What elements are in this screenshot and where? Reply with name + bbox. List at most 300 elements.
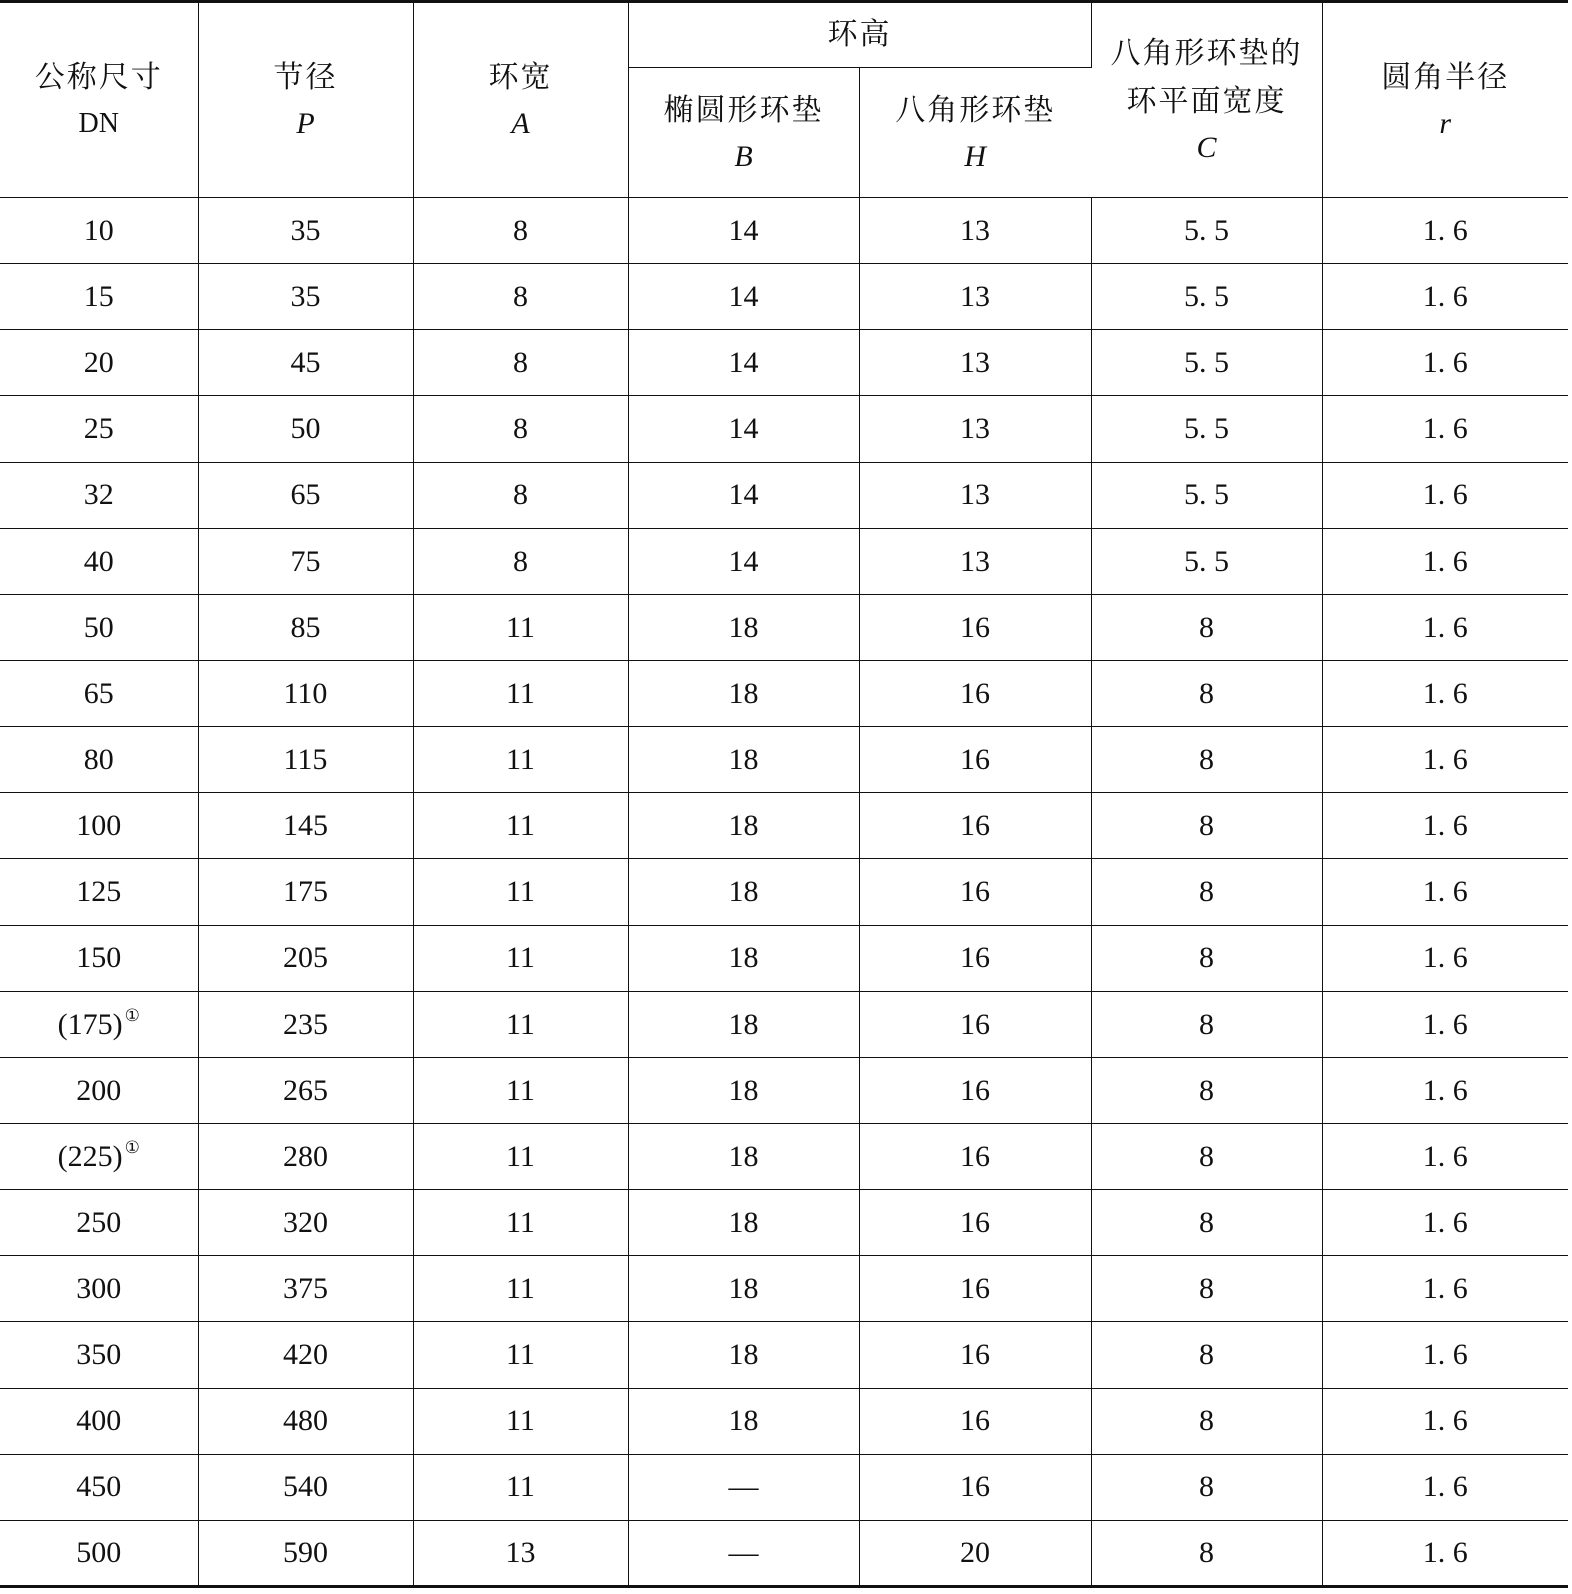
cell-a-value: 11 <box>506 1272 535 1306</box>
cell-h-value: 16 <box>960 1338 990 1372</box>
cell-c-value: 8 <box>1199 676 1214 710</box>
header-ring-height <box>628 2 1091 68</box>
cell-b <box>628 1190 859 1256</box>
cell-h-value: 16 <box>960 1272 990 1306</box>
cell-dn-value: 40 <box>83 544 114 578</box>
header-h-label: 八角形环垫 <box>895 92 1056 128</box>
cell-c-value: 8 <box>1199 1007 1214 1041</box>
cell-p-value: 115 <box>283 742 328 776</box>
cell-dn-value: 65 <box>83 676 114 710</box>
cell-c <box>1091 528 1322 594</box>
cell-a-value: 11 <box>506 742 535 776</box>
cell-p-value: 480 <box>283 1404 328 1438</box>
table-body <box>0 198 1568 1587</box>
cell-h <box>859 1388 1091 1454</box>
cell-p-value: 235 <box>283 1007 328 1041</box>
header-p <box>198 2 413 198</box>
cell-a <box>413 1322 628 1388</box>
header-dn <box>0 2 198 198</box>
cell-b <box>628 198 859 264</box>
cell-h <box>859 793 1091 859</box>
cell-r <box>1322 660 1568 726</box>
cell-a <box>413 727 628 793</box>
cell-p <box>198 594 413 660</box>
cell-a <box>413 330 628 396</box>
cell-h-value: 13 <box>960 412 990 446</box>
cell-a <box>413 594 628 660</box>
cell-a-value: 11 <box>506 1073 535 1107</box>
cell-p-value: 75 <box>290 544 321 578</box>
cell-a-value: 11 <box>506 941 535 975</box>
cell-b-value: 18 <box>728 809 759 843</box>
cell-a-value: 8 <box>513 544 528 578</box>
cell-c-value: 8 <box>1199 1536 1214 1570</box>
cell-p <box>198 1190 413 1256</box>
cell-a-value: 11 <box>506 676 535 710</box>
cell-r-value: 1. 6 <box>1422 875 1468 909</box>
cell-a <box>413 859 628 925</box>
cell-p-value: 540 <box>283 1470 328 1504</box>
cell-c <box>1091 1454 1322 1520</box>
cell-h-value: 16 <box>960 1139 990 1173</box>
cell-a <box>413 1057 628 1123</box>
cell-p-value: 85 <box>290 610 321 644</box>
cell-dn-value: 20 <box>83 346 114 380</box>
cell-b-value: 14 <box>728 279 759 313</box>
cell-c-value: 8 <box>1199 809 1214 843</box>
cell-dn <box>0 198 198 264</box>
cell-p <box>198 396 413 462</box>
cell-h-value: 16 <box>960 875 990 909</box>
cell-p <box>198 859 413 925</box>
cell-dn-value: 80 <box>83 742 114 776</box>
cell-c-value: 8 <box>1199 1205 1214 1239</box>
cell-dn <box>0 859 198 925</box>
cell-r <box>1322 793 1568 859</box>
cell-a <box>413 793 628 859</box>
cell-h <box>859 925 1091 991</box>
cell-p-value: 375 <box>283 1272 328 1306</box>
header-r-symbol: r <box>1439 107 1452 140</box>
cell-p <box>198 1454 413 1520</box>
cell-h <box>859 1520 1091 1586</box>
cell-dn-value: 25 <box>83 412 114 446</box>
cell-r <box>1322 1123 1568 1189</box>
cell-h <box>859 594 1091 660</box>
cell-a <box>413 1454 628 1520</box>
cell-p-value: 145 <box>283 809 328 843</box>
cell-dn-value: 10 <box>83 213 114 247</box>
cell-h-value: 13 <box>960 478 990 512</box>
cell-r-value: 1. 6 <box>1422 544 1468 578</box>
table-row <box>0 727 1568 793</box>
cell-b <box>628 528 859 594</box>
cell-b <box>628 727 859 793</box>
cell-a-value: 11 <box>506 1007 535 1041</box>
cell-p-value: 65 <box>290 478 321 512</box>
cell-b-value: — <box>728 1536 759 1570</box>
cell-c <box>1091 1388 1322 1454</box>
cell-c-value: 5. 5 <box>1184 279 1229 313</box>
cell-p <box>198 925 413 991</box>
cell-b-value: 18 <box>728 1139 759 1173</box>
cell-dn-value: 50 <box>83 610 114 644</box>
table-row <box>0 859 1568 925</box>
header-p-symbol: P <box>296 107 315 140</box>
cell-h-value: 16 <box>960 809 990 843</box>
cell-p <box>198 991 413 1057</box>
cell-a-value: 13 <box>505 1536 536 1570</box>
cell-b <box>628 396 859 462</box>
cell-h-value: 16 <box>960 676 990 710</box>
cell-dn-value: 350 <box>76 1338 122 1372</box>
cell-r <box>1322 594 1568 660</box>
cell-c-value: 5. 5 <box>1184 213 1229 247</box>
cell-p <box>198 1123 413 1189</box>
cell-b-value: 18 <box>728 1205 759 1239</box>
header-p-label: 节径 <box>273 60 338 95</box>
cell-a-value: 8 <box>513 412 528 446</box>
table-row <box>0 1256 1568 1322</box>
cell-c-value: 8 <box>1199 1073 1214 1107</box>
cell-p-value: 35 <box>290 213 321 247</box>
cell-a-value: 11 <box>506 1338 535 1372</box>
cell-a <box>413 660 628 726</box>
header-h <box>859 68 1091 198</box>
cell-b <box>628 1388 859 1454</box>
cell-p-value: 175 <box>283 875 328 909</box>
cell-h-value: 13 <box>960 213 990 247</box>
cell-h-value: 16 <box>960 610 990 644</box>
cell-r-value: 1. 6 <box>1422 478 1468 512</box>
cell-c-value: 8 <box>1199 1272 1214 1306</box>
table-row <box>0 991 1568 1057</box>
cell-p-value: 35 <box>290 279 321 313</box>
cell-r-value: 1. 6 <box>1422 610 1468 644</box>
cell-p <box>198 1520 413 1586</box>
cell-c-value: 8 <box>1199 1338 1214 1372</box>
cell-dn <box>0 1123 198 1189</box>
cell-a-value: 8 <box>513 346 528 380</box>
cell-h <box>859 528 1091 594</box>
header-c-symbol: C <box>1196 131 1217 164</box>
cell-p <box>198 528 413 594</box>
cell-p <box>198 264 413 330</box>
header-dn-symbol: DN <box>78 108 119 139</box>
table-row <box>0 793 1568 859</box>
table-row <box>0 462 1568 528</box>
cell-c <box>1091 1520 1322 1586</box>
cell-b <box>628 859 859 925</box>
cell-c <box>1091 727 1322 793</box>
cell-h <box>859 396 1091 462</box>
cell-b-value: 14 <box>728 544 759 578</box>
cell-b <box>628 1123 859 1189</box>
cell-b <box>628 1057 859 1123</box>
cell-c <box>1091 594 1322 660</box>
cell-h <box>859 198 1091 264</box>
cell-r-value: 1. 6 <box>1422 279 1468 313</box>
cell-c <box>1091 198 1322 264</box>
cell-dn <box>0 793 198 859</box>
cell-b-value: 18 <box>728 875 759 909</box>
cell-r <box>1322 1190 1568 1256</box>
cell-r-value: 1. 6 <box>1422 1338 1468 1372</box>
cell-c-value: 5. 5 <box>1184 346 1229 380</box>
table-row <box>0 198 1568 264</box>
cell-b-value: 14 <box>728 412 759 446</box>
cell-p <box>198 1322 413 1388</box>
cell-b-value: 14 <box>728 478 759 512</box>
cell-dn <box>0 1256 198 1322</box>
cell-r <box>1322 396 1568 462</box>
cell-dn-value: 250 <box>76 1205 122 1239</box>
cell-c-value: 8 <box>1199 1139 1214 1173</box>
header-c-label-line1: 八角形环垫的 <box>1110 36 1303 71</box>
header-b <box>628 68 859 198</box>
cell-h <box>859 859 1091 925</box>
cell-p-value: 110 <box>283 676 328 710</box>
cell-b <box>628 264 859 330</box>
cell-h <box>859 727 1091 793</box>
cell-a-value: 11 <box>506 1470 535 1504</box>
cell-dn <box>0 1190 198 1256</box>
cell-h <box>859 462 1091 528</box>
cell-r <box>1322 1454 1568 1520</box>
cell-a-value: 8 <box>513 279 528 313</box>
cell-r-value: 1. 6 <box>1422 1139 1468 1173</box>
cell-p <box>198 462 413 528</box>
cell-a <box>413 462 628 528</box>
cell-a <box>413 1388 628 1454</box>
cell-c-value: 8 <box>1199 941 1214 975</box>
cell-b <box>628 462 859 528</box>
cell-r <box>1322 991 1568 1057</box>
header-c-label-line2: 环平面宽度 <box>1126 84 1287 119</box>
cell-dn-value: 125 <box>76 875 122 909</box>
cell-b <box>628 1256 859 1322</box>
cell-dn <box>0 396 198 462</box>
cell-r-value: 1. 6 <box>1422 1404 1468 1438</box>
footnote-marker: ① <box>124 1138 140 1159</box>
cell-dn-value: 150 <box>76 941 122 975</box>
cell-h <box>859 991 1091 1057</box>
cell-a <box>413 991 628 1057</box>
cell-a-value: 8 <box>513 213 528 247</box>
cell-p-value: 205 <box>283 941 328 975</box>
header-r <box>1322 2 1568 198</box>
cell-a-value: 11 <box>506 1205 535 1239</box>
table-row <box>0 1322 1568 1388</box>
cell-a <box>413 264 628 330</box>
cell-a <box>413 528 628 594</box>
cell-a <box>413 1256 628 1322</box>
cell-r <box>1322 462 1568 528</box>
cell-a-value: 11 <box>506 610 535 644</box>
header-r-label: 圆角半径 <box>1381 60 1510 95</box>
cell-p-value: 320 <box>283 1205 328 1239</box>
cell-a-value: 11 <box>506 875 535 909</box>
header-row-1 <box>0 2 1568 68</box>
cell-p <box>198 198 413 264</box>
cell-dn-value: 100 <box>76 809 122 843</box>
cell-dn <box>0 1388 198 1454</box>
cell-b <box>628 594 859 660</box>
cell-dn-value: (225) <box>57 1139 123 1173</box>
cell-r-value: 1. 6 <box>1422 676 1468 710</box>
cell-h <box>859 1256 1091 1322</box>
table-row <box>0 264 1568 330</box>
cell-r <box>1322 859 1568 925</box>
table-row <box>0 660 1568 726</box>
cell-p-value: 420 <box>283 1338 328 1372</box>
cell-h <box>859 1123 1091 1189</box>
cell-c <box>1091 660 1322 726</box>
cell-dn <box>0 330 198 396</box>
table-row <box>0 1123 1568 1189</box>
cell-b <box>628 793 859 859</box>
cell-h-value: 16 <box>960 941 990 975</box>
cell-h-value: 16 <box>960 1470 990 1504</box>
cell-c <box>1091 396 1322 462</box>
cell-a <box>413 925 628 991</box>
cell-dn <box>0 1454 198 1520</box>
cell-a <box>413 1123 628 1189</box>
footnote-marker: ① <box>124 1006 140 1027</box>
cell-r-value: 1. 6 <box>1422 809 1468 843</box>
cell-r-value: 1. 6 <box>1422 1470 1468 1504</box>
cell-dn <box>0 462 198 528</box>
cell-c <box>1091 462 1322 528</box>
cell-r-value: 1. 6 <box>1422 742 1468 776</box>
cell-c <box>1091 1322 1322 1388</box>
cell-b <box>628 925 859 991</box>
cell-a-value: 11 <box>506 809 535 843</box>
table-row <box>0 1520 1568 1586</box>
cell-b-value: 14 <box>728 346 759 380</box>
cell-c <box>1091 925 1322 991</box>
cell-p <box>198 793 413 859</box>
cell-c-value: 8 <box>1199 1404 1214 1438</box>
header-b-symbol: B <box>734 139 753 173</box>
cell-b <box>628 1454 859 1520</box>
cell-h-value: 13 <box>960 346 990 380</box>
header-h-symbol: H <box>964 139 987 173</box>
table-row <box>0 1454 1568 1520</box>
cell-b-value: 18 <box>728 941 759 975</box>
cell-a <box>413 1190 628 1256</box>
table-row <box>0 1190 1568 1256</box>
cell-h-value: 16 <box>960 1007 990 1041</box>
header-ring-height-label: 环高 <box>827 17 892 52</box>
cell-p-value: 590 <box>283 1536 328 1570</box>
cell-b-value: 14 <box>728 213 759 247</box>
cell-r <box>1322 727 1568 793</box>
cell-c <box>1091 1256 1322 1322</box>
cell-r-value: 1. 6 <box>1422 213 1468 247</box>
cell-b <box>628 330 859 396</box>
cell-r <box>1322 264 1568 330</box>
cell-dn-value: 450 <box>76 1470 122 1504</box>
cell-c <box>1091 991 1322 1057</box>
cell-dn <box>0 528 198 594</box>
cell-r <box>1322 1057 1568 1123</box>
cell-dn <box>0 925 198 991</box>
cell-dn <box>0 1322 198 1388</box>
header-a-symbol: A <box>511 107 530 140</box>
cell-r-value: 1. 6 <box>1422 412 1468 446</box>
cell-h-value: 16 <box>960 742 990 776</box>
cell-h <box>859 1322 1091 1388</box>
cell-c-value: 5. 5 <box>1184 412 1229 446</box>
cell-r <box>1322 330 1568 396</box>
cell-c <box>1091 1123 1322 1189</box>
cell-r <box>1322 1256 1568 1322</box>
header-dn-label: 公称尺寸 <box>34 60 163 95</box>
cell-dn-value: 400 <box>76 1404 122 1438</box>
cell-b-value: 18 <box>728 1338 759 1372</box>
cell-a-value: 11 <box>506 1139 535 1173</box>
table-row <box>0 528 1568 594</box>
cell-b-value: 18 <box>728 610 759 644</box>
cell-p <box>198 727 413 793</box>
cell-dn <box>0 727 198 793</box>
cell-b-value: 18 <box>728 676 759 710</box>
cell-r-value: 1. 6 <box>1422 346 1468 380</box>
cell-p <box>198 1057 413 1123</box>
cell-c-value: 8 <box>1199 875 1214 909</box>
table-row <box>0 330 1568 396</box>
cell-p <box>198 330 413 396</box>
cell-c-value: 8 <box>1199 742 1214 776</box>
cell-a <box>413 396 628 462</box>
table-row <box>0 594 1568 660</box>
cell-r-value: 1. 6 <box>1422 1272 1468 1306</box>
cell-b <box>628 1520 859 1586</box>
cell-r-value: 1. 6 <box>1422 1205 1468 1239</box>
cell-a-value: 8 <box>513 478 528 512</box>
cell-c <box>1091 1190 1322 1256</box>
cell-h <box>859 1057 1091 1123</box>
cell-h <box>859 330 1091 396</box>
cell-r-value: 1. 6 <box>1422 1536 1468 1570</box>
cell-r <box>1322 528 1568 594</box>
cell-dn <box>0 1057 198 1123</box>
cell-b <box>628 991 859 1057</box>
header-a <box>413 2 628 198</box>
cell-r-value: 1. 6 <box>1422 1073 1468 1107</box>
cell-dn <box>0 660 198 726</box>
cell-c-value: 5. 5 <box>1184 478 1229 512</box>
cell-h <box>859 660 1091 726</box>
header-c <box>1091 2 1322 198</box>
cell-b-value: 18 <box>728 742 759 776</box>
cell-dn-value: 500 <box>76 1536 122 1570</box>
cell-dn <box>0 594 198 660</box>
cell-b-value: 18 <box>728 1007 759 1041</box>
cell-h-value: 16 <box>960 1205 990 1239</box>
cell-r-value: 1. 6 <box>1422 1007 1468 1041</box>
cell-p-value: 45 <box>290 346 321 380</box>
table-row <box>0 1388 1568 1454</box>
cell-a <box>413 198 628 264</box>
table-row <box>0 1057 1568 1123</box>
cell-r <box>1322 1520 1568 1586</box>
cell-a <box>413 1520 628 1586</box>
cell-dn-value: 200 <box>76 1073 122 1107</box>
cell-h-value: 13 <box>960 544 990 578</box>
cell-b-value: 18 <box>728 1272 759 1306</box>
